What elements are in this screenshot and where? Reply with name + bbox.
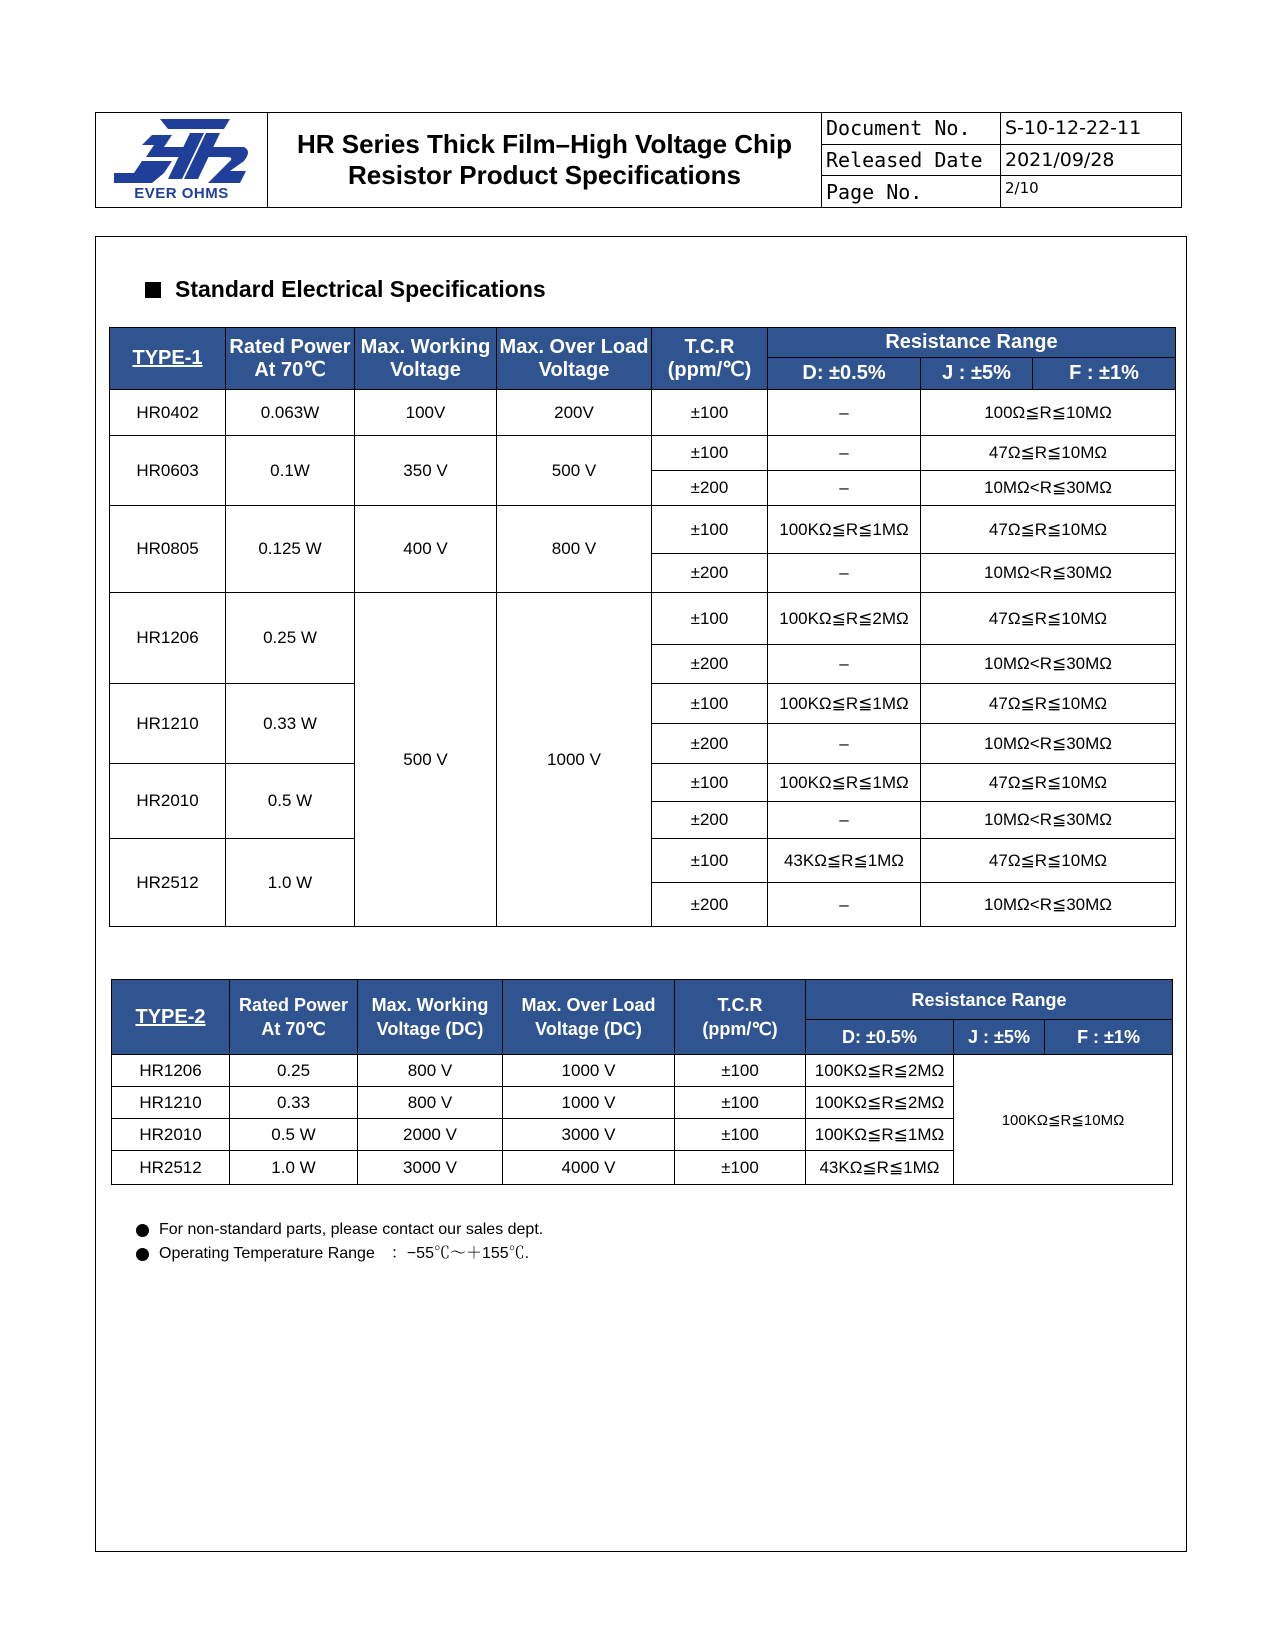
working-voltage-cell: 3000 V bbox=[358, 1151, 503, 1185]
header-line: Rated Power bbox=[229, 335, 351, 358]
max-working-voltage-header bbox=[358, 980, 503, 1055]
tcr-cell: ±200 bbox=[652, 554, 768, 593]
working-voltage-cell: 400 V bbox=[355, 506, 497, 593]
power-cell: 0.5 W bbox=[226, 764, 355, 839]
tolerance-d-header: D: ±0.5% bbox=[768, 358, 921, 390]
table-row bbox=[110, 436, 1176, 471]
power-cell: 0.1W bbox=[226, 436, 355, 506]
title-line-2: Resistor Product Specifications bbox=[348, 160, 741, 190]
type-cell: HR1210 bbox=[112, 1087, 230, 1119]
d-range-cell: – bbox=[768, 883, 921, 927]
type-cell: HR1206 bbox=[112, 1055, 230, 1087]
tcr-cell: ±100 bbox=[652, 390, 768, 436]
tcr-cell: ±100 bbox=[675, 1151, 806, 1185]
jf-range-cell: 10MΩ<R≦30MΩ bbox=[921, 724, 1176, 764]
d-range-cell: – bbox=[768, 724, 921, 764]
dot-bullet-icon bbox=[136, 1224, 149, 1237]
working-voltage-cell: 350 V bbox=[355, 436, 497, 506]
tcr-cell: ±200 bbox=[652, 802, 768, 839]
jf-range-cell: 47Ω≦R≦10MΩ bbox=[921, 684, 1176, 724]
d-range-cell: 100KΩ≦R≦1MΩ bbox=[768, 506, 921, 554]
header-line: Max. Working bbox=[371, 995, 489, 1015]
jf-range-cell: 10MΩ<R≦30MΩ bbox=[921, 471, 1176, 506]
type-header: TYPE-1 bbox=[110, 328, 226, 390]
table-row bbox=[110, 593, 1176, 645]
tolerance-f-header: F : ±1% bbox=[1033, 358, 1176, 390]
meta-row bbox=[822, 145, 1181, 177]
shared-overload-voltage-cell: 1000 V bbox=[497, 593, 652, 927]
table-row bbox=[110, 506, 1176, 554]
tcr-cell: ±100 bbox=[652, 684, 768, 724]
note-text: For non-standard parts, please contact our sales dept. bbox=[159, 1221, 544, 1238]
overload-voltage-cell: 500 V bbox=[497, 436, 652, 506]
header-line: (ppm/℃) bbox=[667, 358, 752, 381]
tcr-cell: ±100 bbox=[675, 1055, 806, 1087]
list-item bbox=[136, 1218, 543, 1242]
power-cell: 1.0 W bbox=[226, 839, 355, 927]
tcr-cell: ±200 bbox=[652, 645, 768, 684]
jf-range-cell: 10MΩ<R≦30MΩ bbox=[921, 554, 1176, 593]
type2-spec-table bbox=[111, 979, 1173, 1185]
logo-text: EVER OHMS bbox=[134, 185, 229, 202]
d-range-cell: – bbox=[768, 645, 921, 684]
tcr-cell: ±100 bbox=[652, 593, 768, 645]
power-cell: 0.33 bbox=[230, 1087, 358, 1119]
header-line: (ppm/℃) bbox=[702, 1019, 778, 1039]
jf-range-cell: 10MΩ<R≦30MΩ bbox=[921, 883, 1176, 927]
header-line: Max. Over Load bbox=[499, 335, 649, 358]
ever-ohms-logo-icon bbox=[112, 117, 252, 187]
d-range-cell: 43KΩ≦R≦1MΩ bbox=[806, 1151, 954, 1185]
table-row bbox=[112, 1055, 1173, 1087]
tcr-cell: ±100 bbox=[652, 764, 768, 802]
d-range-cell: – bbox=[768, 554, 921, 593]
type-cell: HR2010 bbox=[112, 1119, 230, 1151]
tcr-cell: ±200 bbox=[652, 883, 768, 927]
d-range-cell: – bbox=[768, 390, 921, 436]
logo-cell bbox=[96, 113, 268, 207]
type-cell: HR0402 bbox=[110, 390, 226, 436]
type-cell: HR2512 bbox=[110, 839, 226, 927]
square-bullet-icon bbox=[145, 282, 161, 298]
table-row bbox=[110, 390, 1176, 436]
header-line: Voltage (DC) bbox=[376, 1019, 484, 1039]
tcr-cell: ±100 bbox=[652, 506, 768, 554]
jf-range-cell: 47Ω≦R≦10MΩ bbox=[921, 506, 1176, 554]
resistance-range-header: Resistance Range bbox=[806, 980, 1173, 1020]
power-cell: 0.5 W bbox=[230, 1119, 358, 1151]
document-title bbox=[268, 113, 822, 207]
overload-voltage-cell: 1000 V bbox=[503, 1087, 675, 1119]
meta-label: Document No. bbox=[822, 113, 1001, 144]
jf-range-cell: 47Ω≦R≦10MΩ bbox=[921, 593, 1176, 645]
meta-label: Released Date bbox=[822, 145, 1001, 176]
header-line: Max. Working bbox=[360, 335, 491, 358]
overload-voltage-cell: 200V bbox=[497, 390, 652, 436]
type-cell: HR1206 bbox=[110, 593, 226, 684]
notes bbox=[136, 1218, 543, 1266]
jf-range-cell: 10MΩ<R≦30MΩ bbox=[921, 645, 1176, 684]
power-cell: 0.25 bbox=[230, 1055, 358, 1087]
shared-jf-range-cell: 100KΩ≦R≦10MΩ bbox=[954, 1055, 1173, 1185]
tolerance-j-header: J : ±5% bbox=[921, 358, 1033, 390]
document-number: S-10-12-22-11 bbox=[1005, 117, 1142, 140]
tcr-cell: ±100 bbox=[652, 436, 768, 471]
tcr-cell: ±200 bbox=[652, 471, 768, 506]
d-range-cell: – bbox=[768, 436, 921, 471]
tolerance-f-header: F : ±1% bbox=[1045, 1020, 1173, 1055]
d-range-cell: – bbox=[768, 471, 921, 506]
tcr-cell: ±100 bbox=[675, 1119, 806, 1151]
released-date: 2021/09/28 bbox=[1005, 149, 1115, 171]
jf-range-cell: 47Ω≦R≦10MΩ bbox=[921, 839, 1176, 883]
meta-row bbox=[822, 113, 1181, 145]
shared-working-voltage-cell: 500 V bbox=[355, 593, 497, 927]
document-meta bbox=[822, 113, 1181, 207]
d-range-cell: 100KΩ≦R≦2MΩ bbox=[768, 593, 921, 645]
header-line: Rated Power bbox=[238, 995, 349, 1015]
type-cell: HR1210 bbox=[110, 684, 226, 764]
header-line: T.C.R bbox=[717, 995, 763, 1015]
tcr-header bbox=[675, 980, 806, 1055]
jf-range-cell: 47Ω≦R≦10MΩ bbox=[921, 764, 1176, 802]
tcr-cell: ±100 bbox=[675, 1087, 806, 1119]
page-number: 2/10 bbox=[1005, 179, 1039, 198]
d-range-cell: 100KΩ≦R≦1MΩ bbox=[806, 1119, 954, 1151]
section-title bbox=[145, 276, 546, 303]
header-line: Voltage bbox=[538, 358, 610, 381]
tcr-cell: ±200 bbox=[652, 724, 768, 764]
power-cell: 0.33 W bbox=[226, 684, 355, 764]
meta-label: Page No. bbox=[822, 176, 1001, 207]
resistance-range-header: Resistance Range bbox=[768, 328, 1176, 358]
rated-power-header bbox=[230, 980, 358, 1055]
overload-voltage-cell: 1000 V bbox=[503, 1055, 675, 1087]
jf-range-cell: 47Ω≦R≦10MΩ bbox=[921, 436, 1176, 471]
list-item bbox=[136, 1242, 543, 1266]
header-line: T.C.R bbox=[684, 335, 735, 358]
working-voltage-cell: 800 V bbox=[358, 1055, 503, 1087]
meta-row bbox=[822, 176, 1181, 207]
d-range-cell: 43KΩ≦R≦1MΩ bbox=[768, 839, 921, 883]
overload-voltage-cell: 3000 V bbox=[503, 1119, 675, 1151]
document-header bbox=[95, 112, 1182, 208]
working-voltage-cell: 2000 V bbox=[358, 1119, 503, 1151]
header-line: Voltage (DC) bbox=[535, 1019, 642, 1039]
power-cell: 0.25 W bbox=[226, 593, 355, 684]
header-line: Voltage bbox=[390, 358, 461, 381]
d-range-cell: 100KΩ≦R≦1MΩ bbox=[768, 764, 921, 802]
tolerance-j-header: J : ±5% bbox=[954, 1020, 1045, 1055]
type-header: TYPE-2 bbox=[112, 980, 230, 1055]
type-cell: HR2010 bbox=[110, 764, 226, 839]
tolerance-d-header: D: ±0.5% bbox=[806, 1020, 954, 1055]
header-line: At 70℃ bbox=[254, 358, 326, 381]
power-cell: 1.0 W bbox=[230, 1151, 358, 1185]
max-overload-voltage-header bbox=[503, 980, 675, 1055]
type1-spec-table bbox=[109, 327, 1176, 927]
overload-voltage-cell: 800 V bbox=[497, 506, 652, 593]
jf-range-cell: 10MΩ<R≦30MΩ bbox=[921, 802, 1176, 839]
d-range-cell: 100KΩ≦R≦1MΩ bbox=[768, 684, 921, 724]
max-overload-voltage-header bbox=[497, 328, 652, 390]
max-working-voltage-header bbox=[355, 328, 497, 390]
section-title-text: Standard Electrical Specifications bbox=[175, 276, 546, 302]
title-line-1: HR Series Thick Film–High Voltage Chip bbox=[296, 129, 793, 159]
rated-power-header bbox=[226, 328, 355, 390]
d-range-cell: – bbox=[768, 802, 921, 839]
overload-voltage-cell: 4000 V bbox=[503, 1151, 675, 1185]
dot-bullet-icon bbox=[136, 1248, 149, 1261]
power-cell: 0.125 W bbox=[226, 506, 355, 593]
type-cell: HR0805 bbox=[110, 506, 226, 593]
d-range-cell: 100KΩ≦R≦2MΩ bbox=[806, 1055, 954, 1087]
header-line: At 70℃ bbox=[261, 1019, 326, 1039]
jf-range-cell: 100Ω≦R≦10MΩ bbox=[921, 390, 1176, 436]
tcr-header bbox=[652, 328, 768, 390]
d-range-cell: 100KΩ≦R≦2MΩ bbox=[806, 1087, 954, 1119]
type-cell: HR2512 bbox=[112, 1151, 230, 1185]
note-text: Operating Temperature Range ：−55℃～＋155℃. bbox=[159, 1245, 530, 1262]
type-cell: HR0603 bbox=[110, 436, 226, 506]
working-voltage-cell: 800 V bbox=[358, 1087, 503, 1119]
header-line: Max. Over Load bbox=[521, 995, 656, 1015]
tcr-cell: ±100 bbox=[652, 839, 768, 883]
working-voltage-cell: 100V bbox=[355, 390, 497, 436]
power-cell: 0.063W bbox=[226, 390, 355, 436]
